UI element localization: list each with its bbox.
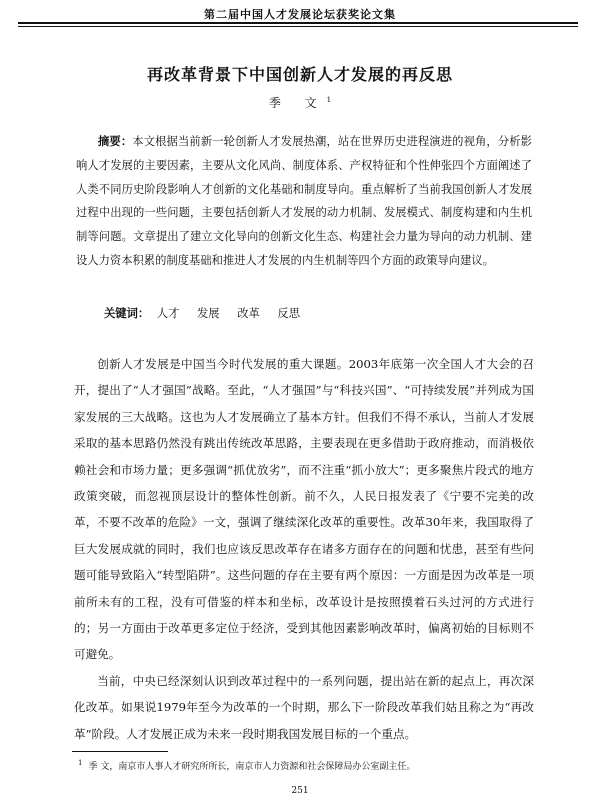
page-number: 251 [291, 786, 309, 796]
body-text [74, 351, 534, 747]
footnote-rule [72, 751, 168, 752]
header-rule-thin [18, 26, 578, 27]
author-name: 季 文 [268, 96, 327, 110]
keyword-item: 反思 [277, 307, 301, 320]
paper-title: 再改革背景下中国创新人才发展的再反思 [146, 65, 453, 84]
abstract [76, 130, 532, 273]
author-line [0, 94, 600, 111]
keywords [104, 304, 524, 323]
header-rule [18, 22, 578, 24]
keyword-item: 人才 [156, 307, 180, 320]
footnote-text: 季 文，南京市人事人才研究所所长，南京市人力资源和社会保障局办公室副主任。 [88, 762, 416, 772]
keyword-item: 发展 [197, 307, 220, 320]
footnote-mark: 1 [78, 759, 83, 767]
running-header: 第二届中国人才发展论坛获奖论文集 [204, 8, 396, 21]
keyword-item: 改革 [237, 307, 260, 320]
abstract-text: 本文根据当前新一轮创新人才发展热潮，站在世界历史进程演进的视角，分析影响人才发展的主要因素，主要从文化风尚、制度体系、产权特征和个性伸张四个方面阐述了人类不同历史阶段影响人才创新的文化基础和制度导向。重点解析了当前我国创新人才发展过程中出现的一些问题，主要包括创新人才发展的动力机制、发展模式、制度构建和内生机制等问题。文章提出了建立文化导向的创新文化生态、构建社会力量为导向的动力机制、建设人力资本积累的制度基础和推进人才发展的内生机制等四个方面的政策导向建议。 [76, 135, 532, 267]
body-paragraph: 创新人才发展是中国当今时代发展的重大课题。2003年底第一次全国人才大会的召开，提出了“人才强国”战略。至此，“人才强国”与“科技兴国”、“可持续发展”并列成为国家发展的三大战略。这也为人才发展确立了基本方针。但我们不得不承认，当前人才发展采取的基本思路仍然没有跳出传统改革思路，主要表现在更多借助于政府推动，而消极依赖社会和市场力量；更多强调“抓优放劣”，而不注重“抓小放大”；更多聚焦片段式的地方政策突破，而忽视顶层设计的整体性创新。前不久，人民日报发表了《宁要不完美的改革，不要不改革的危险》一文，强调了继续深化改革的重要性。改革30年来，我国取得了巨大发展成就的同时，我们也应该反思改革存在诸多方面存在的问题和忧患，甚至有些问题可能导致陷入“转型陷阱”。这些问题的存在主要有两个原因：一方面是因为改革是一项前所未有的工程，没有可借鉴的样本和坐标，改革设计是按照摸着石头过河的方式进行的；另一方面由于改革更多定位于经济，受到其他因素影响改革时，偏离初始的目标则不可避免。 [74, 357, 534, 662]
body-paragraph: 当前，中央已经深刻认识到改革过程中的一系列问题，提出站在新的起点上，再次深化改革。如果说1979年至今为改革的一个时期，那么下一阶段改革我们姑且称之为“再改革”阶段。人才发展正成为未来一段时期我国发展目标的一个重点。 [74, 673, 534, 741]
author-note-mark: 1 [326, 96, 332, 104]
keywords-label: 关键词： [104, 306, 150, 320]
abstract-label: 摘要： [98, 134, 133, 148]
footnote [78, 757, 548, 773]
